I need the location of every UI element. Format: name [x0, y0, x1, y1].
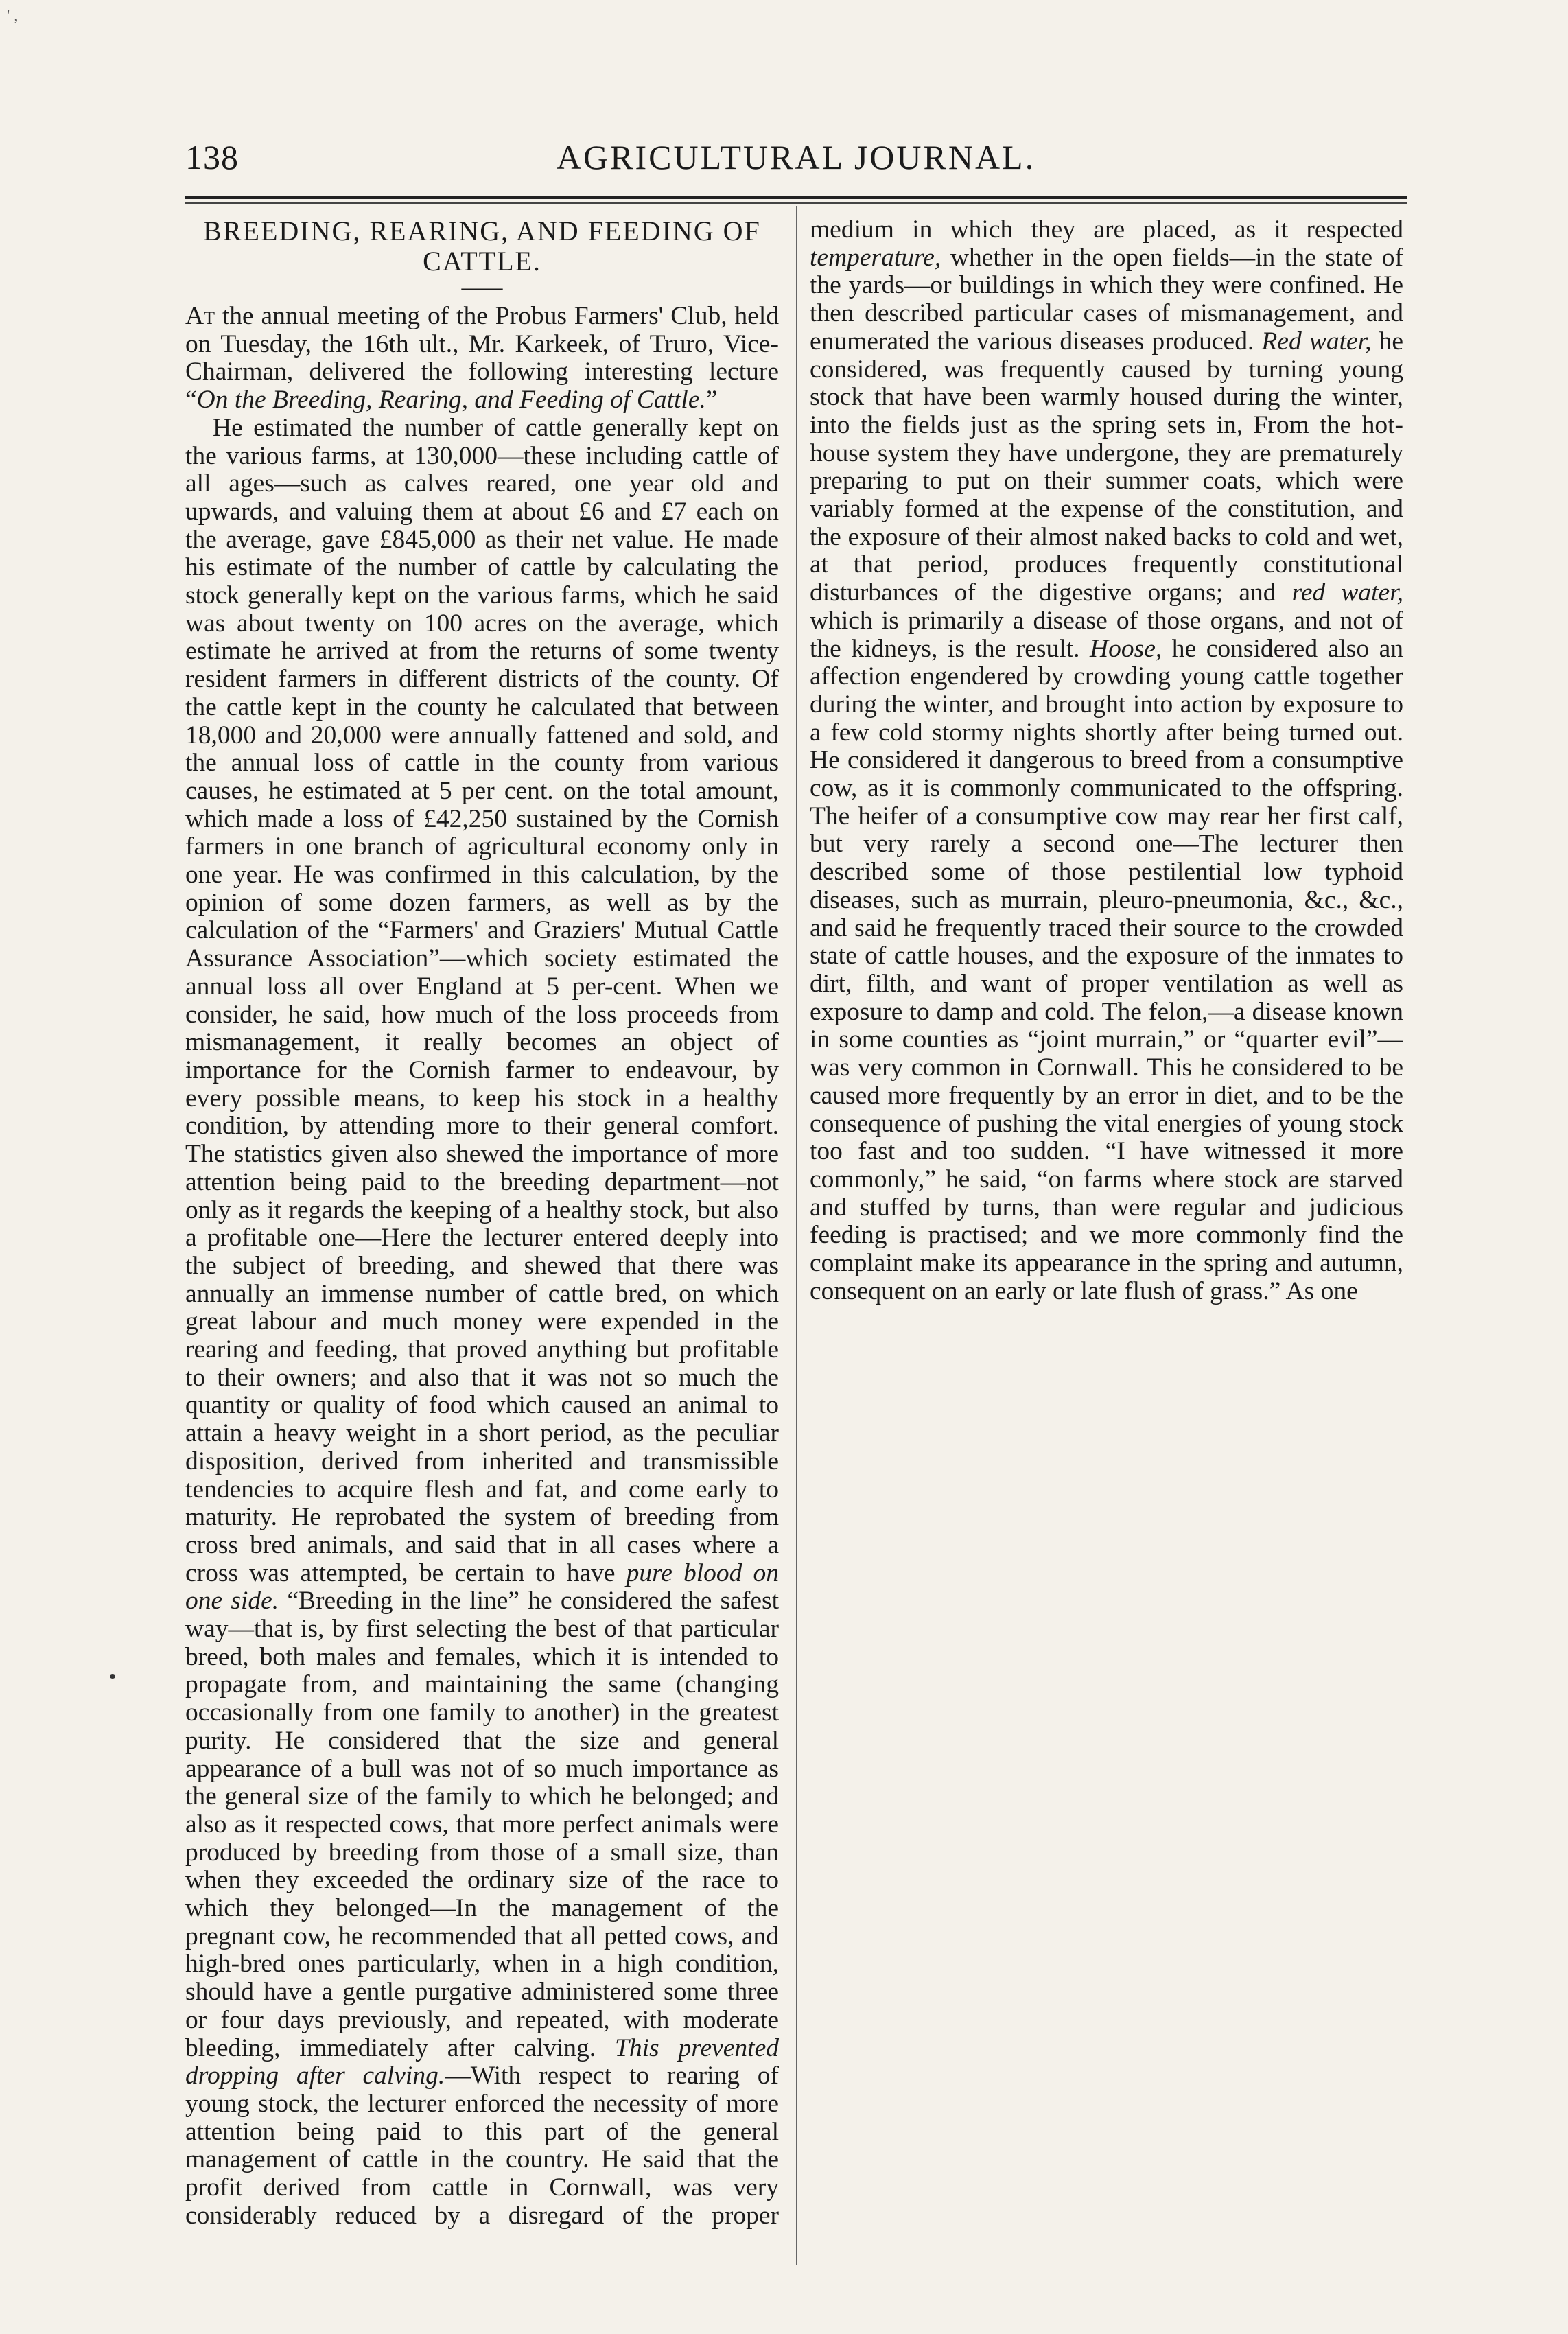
italic-phrase: red water, [1291, 579, 1403, 607]
paragraph-text: “Breeding in the line” he considered the safest way—that is, by first selecting the best of that particular breed, both males and females, which it is intended to propagate from, and maintaining the same (changing occasionally from one family to another) in the greatest purity. He considered that the size and general appearance of a bull was not of so much importance as the general size of the family to which he belonged; and also as it respected cows, that more perfect animals were produced by breeding from those of a small size, than when they exceeded the ordinary size of the race to which they belonged—In the management of the pregnant cow, he recommended that all petted cows, and high-bred ones particularly, when in a high condition, should have a gentle purgative administered some three or four days previously, and repeated, with moderate bleeding, immediately after calving. [185, 1587, 780, 2062]
italic-phrase: temperature, [810, 243, 941, 272]
paragraph-text: whether in the open fields—in the state of the yards—or buildings in which they were confined. He then described particular cases of mismanagement, and enumerated the various diseases produced. [810, 243, 1403, 355]
page-header [185, 130, 1407, 192]
paragraph-text: he considered also an affection engendered by crowding young cattle together during the winter, and brought into action by exposure to a few cold stormy nights shortly after being turned out. He considered it dangerous to breed from a consumptive cow, as it is commonly communicated to the offspring. The heifer of a consumptive cow may rear her first calf, but very rarely a second one—The lecturer then described some of those pestilential low typhoid diseases, such as murrain, pleuro-pneumonia, &c., &c., and said he frequently traced their source to the crowded state of cattle houses, and the exposure of the inmates to dirt, filth, and want of proper ventilation as well as exposure to damp and cold. The felon,—a disease known in some counties as “joint murrain,” or “quarter evil”—was very common in Cornwall. This he considered to be caused more frequently by an error in diet, and to be the consequence of pushing the vital energies of young stock too fast and too sudden. “I have witnessed it more commonly,” he said, “on farms where stock are starved and stuffed by turns, than were regular and judicious feeding is practised; and we more commonly find the complaint make its appearance in the spring and autumn, consequent on an early or late flush of grass.” As one [810, 634, 1403, 1305]
article-paragraph-1 [185, 303, 779, 415]
paragraph-text: he considered, was frequently caused by turning young stock that have been warmly housed during the winter, into the fields just as the spring sets in, From the hot-house system they have undergone, they are prematurely preparing to put on their summer coats, which were variably formed at the expense of the constitution, and the exposure of their almost naked backs to cold and wet, at that period, produces frequently constitutional disturbances of the digestive organs; and [810, 327, 1403, 607]
italic-phrase: Red water, [1261, 327, 1372, 355]
page-number: 138 [185, 138, 239, 176]
corner-mark: ' , [7, 7, 19, 25]
title-dash: —— [461, 276, 503, 299]
article-title: BREEDING, REARING, AND FEEDING OF CATTLE. [203, 216, 761, 277]
running-title: AGRICULTURAL JOURNAL. [556, 138, 1036, 176]
paragraph-text: He estimated the number of cattle generally kept on the various farms, at 130,000—these including cattle of all ages—such as calves reared, one year old and upwards, and valuing them at about £6 and £7 each on the average, gave £845,000 as their net value. He made his estimate of the number of cattle by calculating the stock generally kept on the various farms, which he said was about twenty on 100 acres on the average, which estimate he arrived at from the returns of some twenty resident farmers in different districts of the county. Of the cattle kept in the county he calculated that between 18,000 and 20,000 were annually fattened and sold, and the annual loss of cattle in the county from various causes, he estimated at 5 per cent. on the total amount, which made a loss of £42,250 sustained by the Cornish farmers in one branch of agricultural economy only in one year. He was confirmed in this calculation, by the opinion of some dozen farmers, as well as by the calculation of the “Farmers' and Graziers' Mutual Cattle Assurance Association”—which society estimated the annual loss all over England at 5 per-cent. When we consider, he said, how much of the loss proceeds from mismanagement, it really becomes an object of importance for the Cornish farmer to endeavour, by every possible means, to keep his stock in a healthy condition, by attending more to their general comfort. The statistics given also shewed the importance of more attention being paid to the breeding department—not only as it regards the keeping of a healthy stock, but also a profitable one—Here the lecturer entered deeply into the subject of breeding, and shewed that there was annually an immense number of cattle bred, on which great labour and much money were expended in the rearing and feeding, that proved anything but profitable to their owners; and also that it was not so much the quantity or quality of food which caused an animal to attain a heavy weight in a short period, as the peculiar disposition, derived from inherited and transmissible tendencies to acquire flesh and fat, and come early to maturity. He reprobated the system of breeding from cross bred animals, and said that in all cases where a cross was attempted, be certain to have [185, 413, 779, 1587]
article-body [185, 216, 1403, 2258]
paragraph-lead: At [185, 302, 215, 330]
paragraph-text: the annual meeting of the Probus Farmers' Club, held on Tuesday, the 16th ult., Mr. Karkeek, of Truro, Vice-Chairman, delivered the following interesting lecture “ [185, 302, 779, 415]
header-rule [185, 196, 1407, 204]
lecture-title: On the Breeding, Rearing, and Feeding of Cattle. [196, 386, 706, 415]
italic-phrase: This prevented dropping after calving. [185, 2033, 779, 2090]
italic-phrase: pure blood on one side. [185, 1559, 780, 1615]
article-paragraph-2 [185, 216, 1403, 2258]
paragraph-text: —With respect to rearing of young stock, the lecturer enforced the necessity of more attention being paid to this part of the general management of cattle in the country. He said that the profit derived from cattle in Cornwall, was very considerably reduced by a disregard of the proper medium in which they are placed, as it respected [185, 216, 1403, 2230]
ink-speck [110, 1674, 115, 1679]
italic-phrase: Hoose, [1090, 634, 1162, 663]
paragraph-text: ” [705, 386, 718, 415]
paragraph-text: which is primarily a disease of those organs, and not of the kidneys, is the result. [810, 606, 1403, 663]
